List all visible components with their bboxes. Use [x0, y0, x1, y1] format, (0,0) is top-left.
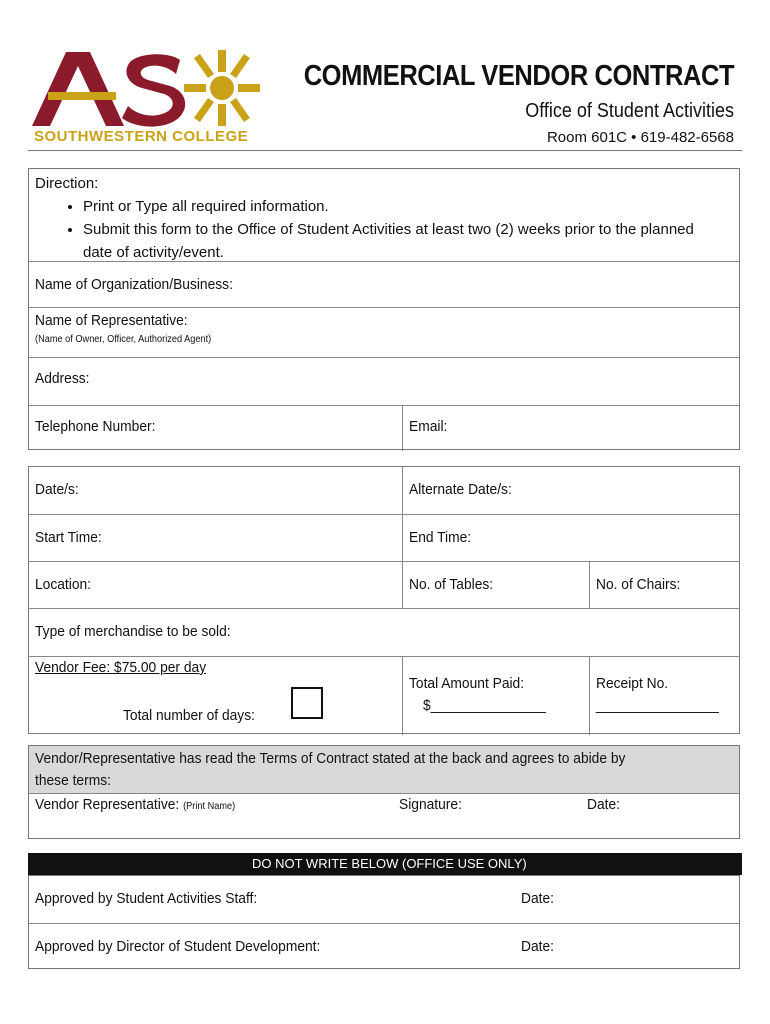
tables-cell — [402, 562, 590, 609]
telephone-label: Telephone Number: — [35, 418, 156, 435]
director-approval-row — [29, 923, 739, 970]
organization-label: Name of Organization/Business: — [35, 276, 233, 293]
office-contact: Room 601C • 619-482-6568 — [546, 129, 734, 146]
receipt-blank[interactable]: ________________ — [596, 697, 719, 714]
agreement-section — [28, 745, 740, 839]
contact-row — [29, 405, 739, 451]
tables-label: No. of Tables: — [409, 576, 494, 593]
agreement-text — [29, 746, 739, 793]
total-days-box[interactable] — [291, 687, 323, 719]
start-time-label: Start Time: — [35, 529, 102, 546]
merchandise-row — [29, 608, 739, 657]
end-time-label: End Time: — [409, 529, 472, 546]
total-paid-cell — [402, 657, 590, 735]
total-days-label: Total number of days: — [123, 707, 255, 724]
director-approval-label: Approved by Director of Student Development: — [35, 938, 321, 955]
vendor-signature-row — [29, 793, 739, 840]
print-name-note: (Print Name) — [183, 801, 236, 812]
form-title: COMMERCIAL VENDOR CONTRACT — [303, 60, 734, 92]
representative-label: Name of Representative: — [35, 312, 188, 329]
event-section — [28, 466, 740, 734]
direction-item: • Submit this form to the Office of Student Activities at least two (2) weeks prior to the planned date of activity/event. — [83, 218, 733, 264]
representative-note: (Name of Owner, Officer, Authorized Agent) — [35, 334, 212, 345]
vendor-date-label: Date: — [587, 796, 620, 813]
college-name: SOUTHWESTERN COLLEGE — [34, 128, 249, 145]
address-label: Address: — [35, 370, 90, 387]
dates-row — [29, 467, 739, 514]
vendor-fee-label: Vendor Fee: $75.00 per day — [35, 659, 207, 676]
vendor-rep-label: Vendor Representative: (Print Name) — [35, 796, 236, 813]
merchandise-label: Type of merchandise to be sold: — [35, 623, 231, 640]
email-cell — [402, 406, 739, 451]
director-date-label: Date: — [521, 938, 554, 955]
staff-approval-row — [29, 876, 739, 923]
office-use-bar — [28, 853, 742, 875]
office-use-label: DO NOT WRITE BELOW (OFFICE USE ONLY) — [252, 856, 527, 871]
svg-text:AS: AS — [126, 96, 128, 97]
header-divider — [28, 150, 742, 151]
receipt-label: Receipt No. — [596, 675, 669, 692]
time-row — [29, 514, 739, 562]
organization-row — [29, 261, 739, 308]
location-label: Location: — [35, 576, 92, 593]
agreement-line1: Vendor/Representative has read the Terms of Contract stated at the back and agrees to abide by — [35, 750, 626, 767]
location-row — [29, 561, 739, 609]
total-paid-label: Total Amount Paid: — [409, 675, 525, 692]
office-name: Office of Student Activities — [525, 100, 734, 122]
chairs-label: No. of Chairs: — [596, 576, 681, 593]
receipt-cell — [589, 657, 739, 735]
direction-block — [35, 173, 733, 264]
email-label: Email: — [409, 418, 448, 435]
alt-dates-cell — [402, 467, 739, 514]
staff-approval-label: Approved by Student Activities Staff: — [35, 890, 258, 907]
end-time-cell — [402, 515, 739, 562]
direction-label: Direction: — [35, 175, 99, 192]
direction-item: • Print or Type all required information. — [83, 195, 733, 218]
signature-label: Signature: — [399, 796, 462, 813]
address-row — [29, 357, 739, 406]
representative-row — [29, 307, 739, 358]
total-paid-blank[interactable]: $_______________ — [423, 697, 546, 714]
agreement-line2: these terms: — [35, 772, 111, 789]
staff-date-label: Date: — [521, 890, 554, 907]
office-use-section — [28, 875, 740, 969]
dates-label: Date/s: — [35, 481, 79, 498]
chairs-cell — [589, 562, 739, 609]
applicant-section — [28, 168, 740, 450]
fee-row — [29, 656, 739, 735]
alt-dates-label: Alternate Date/s: — [409, 481, 512, 498]
